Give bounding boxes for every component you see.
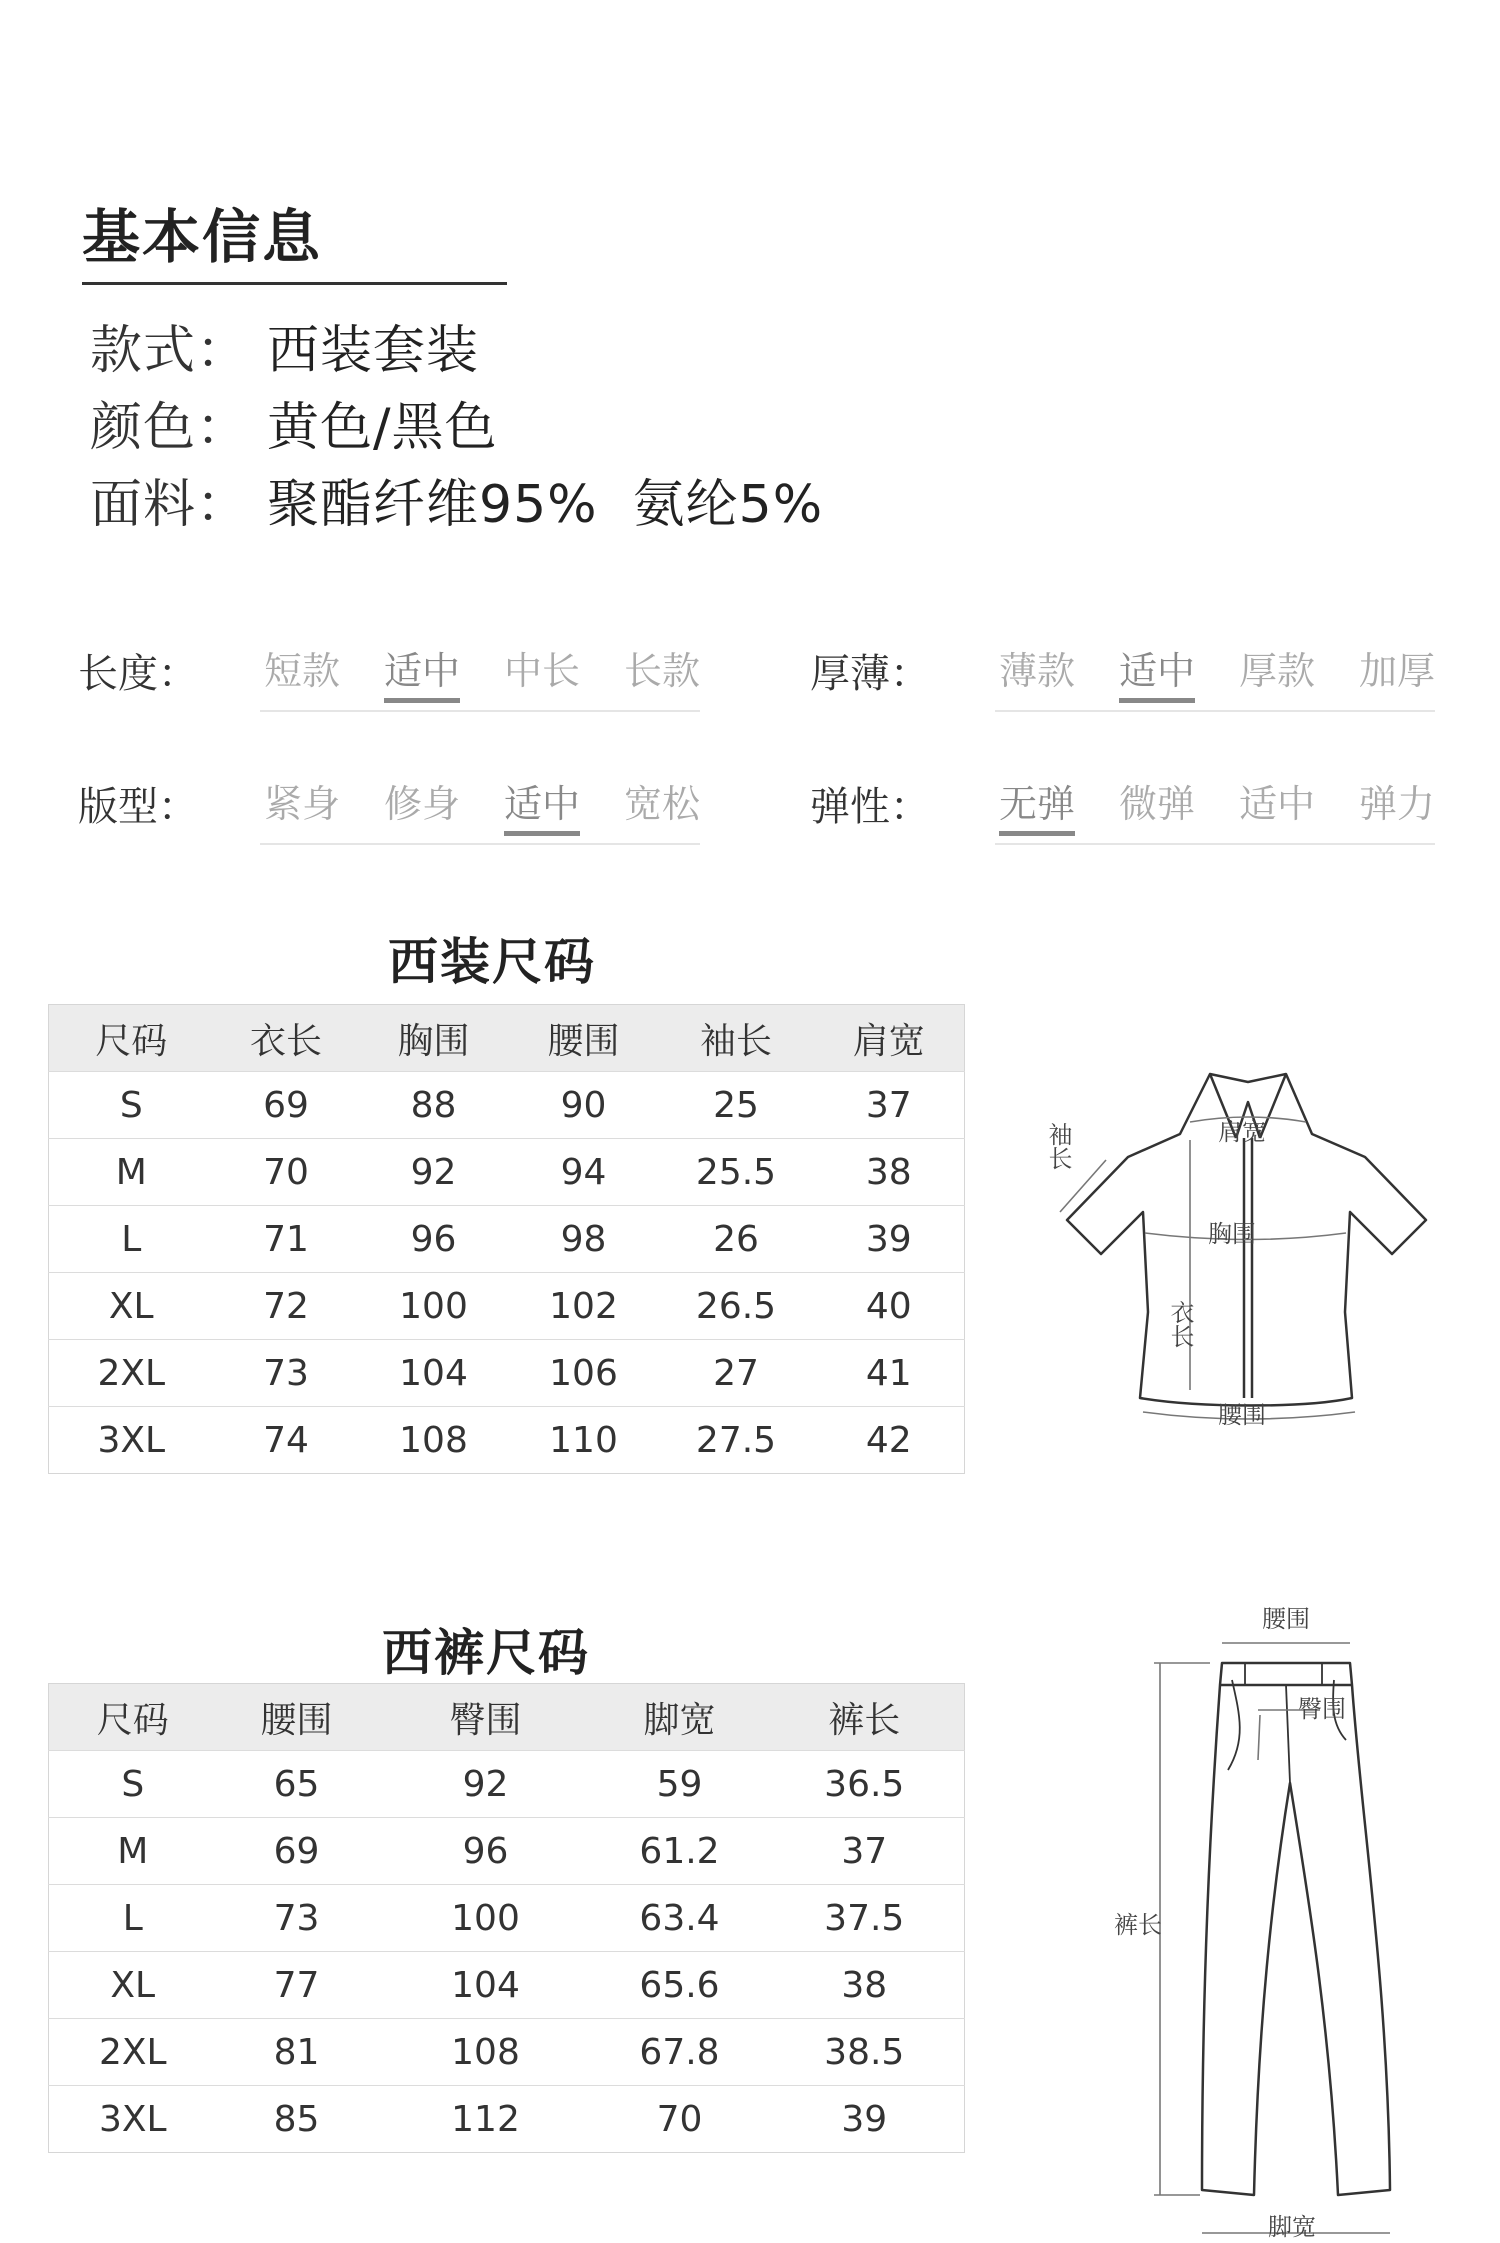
length-option: 短款	[264, 649, 341, 693]
thickness-option: 加厚	[1359, 649, 1436, 693]
header-cell: 衣长	[214, 1005, 359, 1072]
fit-option-selected: 适中	[504, 773, 580, 828]
table-cell: XL	[49, 1952, 217, 2019]
length-option: 中长	[504, 649, 581, 693]
info-value: 西装套装	[267, 321, 480, 381]
table-cell: 3XL	[49, 2086, 217, 2153]
thickness-label: 厚薄：	[810, 651, 930, 697]
elasticity-option: 微弹	[1119, 782, 1196, 826]
header-cell: 袖长	[659, 1005, 814, 1072]
hip-label: 臀围	[1298, 1695, 1346, 1723]
table-cell: 94	[509, 1139, 659, 1206]
header-cell: 腰围	[509, 1005, 659, 1072]
thickness-option: 厚款	[1239, 649, 1316, 693]
table-cell: 36.5	[765, 1751, 965, 1818]
table-cell: 69	[214, 1072, 359, 1139]
table-cell: 42	[814, 1407, 965, 1474]
body-length-label: 衣长	[1166, 1300, 1194, 1348]
table-row	[49, 1818, 965, 1885]
table-cell: 26.5	[659, 1273, 814, 1340]
table-cell: 37.5	[765, 1885, 965, 1952]
table-cell: 65	[217, 1751, 377, 1818]
elasticity-option-selected: 无弹	[999, 773, 1075, 828]
table-header-row	[49, 1005, 965, 1072]
table-cell: 67.8	[595, 2019, 765, 2086]
elasticity-scale	[995, 773, 1435, 845]
table-cell: 38	[814, 1139, 965, 1206]
table-cell: 108	[377, 2019, 595, 2086]
table-cell: 106	[509, 1340, 659, 1407]
table-row	[49, 1206, 965, 1273]
info-value: 黄色/黑色	[267, 398, 498, 458]
thickness-option-selected: 适中	[1119, 640, 1195, 695]
fit-option: 修身	[384, 782, 461, 826]
table-cell: 25	[659, 1072, 814, 1139]
table-cell: 104	[377, 1952, 595, 2019]
table-cell: 61.2	[595, 1818, 765, 1885]
table-cell: 69	[217, 1818, 377, 1885]
table-cell: 96	[377, 1818, 595, 1885]
table-cell: 59	[595, 1751, 765, 1818]
table-row	[49, 1952, 965, 2019]
table-cell: 104	[359, 1340, 509, 1407]
length-option-selected: 适中	[384, 640, 460, 695]
header-cell: 裤长	[765, 1684, 965, 1751]
measure-guides	[1060, 1117, 1355, 1419]
table-cell: XL	[49, 1273, 214, 1340]
table-cell: 73	[214, 1340, 359, 1407]
table-row	[49, 1139, 965, 1206]
elasticity-option: 适中	[1239, 782, 1316, 826]
table-cell: 70	[595, 2086, 765, 2153]
table-cell: 41	[814, 1340, 965, 1407]
table-cell: M	[49, 1818, 217, 1885]
table-row	[49, 2019, 965, 2086]
table-row	[49, 1072, 965, 1139]
table-cell: 2XL	[49, 1340, 214, 1407]
table-cell: 38.5	[765, 2019, 965, 2086]
table-cell: 37	[814, 1072, 965, 1139]
elasticity-option: 弹力	[1359, 782, 1436, 826]
fit-option: 紧身	[264, 782, 341, 826]
waist-label: 腰围	[1262, 1605, 1310, 1633]
table-cell: 74	[214, 1407, 359, 1474]
fit-label: 版型：	[78, 784, 198, 830]
table-cell: 88	[359, 1072, 509, 1139]
pants-outline	[1202, 1663, 1390, 2195]
length-option: 长款	[624, 649, 701, 693]
table-cell: 3XL	[49, 1407, 214, 1474]
table-cell: 92	[359, 1139, 509, 1206]
table-cell: 25.5	[659, 1139, 814, 1206]
table-row	[49, 1751, 965, 1818]
header-cell: 腰围	[217, 1684, 377, 1751]
header-cell: 脚宽	[595, 1684, 765, 1751]
table-cell: 37	[765, 1818, 965, 1885]
pants-measurement-diagram	[1050, 1605, 1450, 2240]
info-row-style	[90, 308, 479, 383]
info-value: 聚酯纤维95% 氨纶5%	[267, 475, 824, 535]
length-label: 长度：	[78, 651, 198, 697]
table-cell: 108	[359, 1407, 509, 1474]
header-cell: 尺码	[49, 1005, 214, 1072]
title-underline	[82, 282, 507, 285]
pants-size-title: 西裤尺码	[382, 1624, 590, 1682]
table-cell: 63.4	[595, 1885, 765, 1952]
info-row-fabric	[90, 462, 823, 537]
suit-size-table	[48, 1004, 965, 1474]
table-cell: 40	[814, 1273, 965, 1340]
table-row	[49, 2086, 965, 2153]
table-header-row	[49, 1684, 965, 1751]
table-cell: 27	[659, 1340, 814, 1407]
shoulder-width-label: 肩宽	[1218, 1118, 1266, 1146]
header-cell: 胸围	[359, 1005, 509, 1072]
info-row-color	[90, 385, 498, 460]
length-scale	[260, 640, 700, 712]
info-label: 款式：	[90, 321, 250, 381]
table-cell: 98	[509, 1206, 659, 1273]
table-cell: 27.5	[659, 1407, 814, 1474]
table-cell: 112	[377, 2086, 595, 2153]
table-cell: 90	[509, 1072, 659, 1139]
table-cell: 102	[509, 1273, 659, 1340]
table-row	[49, 1885, 965, 1952]
shirt-measurement-diagram	[1040, 1050, 1460, 1450]
sleeve-length-label: 袖长	[1044, 1122, 1072, 1170]
table-cell: 70	[214, 1139, 359, 1206]
table-cell: S	[49, 1751, 217, 1818]
pants-size-table	[48, 1683, 965, 2153]
table-cell: 77	[217, 1952, 377, 2019]
table-row	[49, 1340, 965, 1407]
table-cell: 65.6	[595, 1952, 765, 2019]
header-cell: 肩宽	[814, 1005, 965, 1072]
table-cell: 110	[509, 1407, 659, 1474]
table-cell: 92	[377, 1751, 595, 1818]
table-cell: S	[49, 1072, 214, 1139]
waist-label: 腰围	[1218, 1401, 1266, 1429]
suit-size-title: 西装尺码	[388, 933, 596, 991]
info-label: 颜色：	[90, 398, 250, 458]
table-cell: 2XL	[49, 2019, 217, 2086]
table-cell: M	[49, 1139, 214, 1206]
fit-option: 宽松	[624, 782, 701, 826]
table-cell: 71	[214, 1206, 359, 1273]
table-cell: 81	[217, 2019, 377, 2086]
pants-length-label: 裤长	[1114, 1911, 1162, 1939]
table-cell: 39	[765, 2086, 965, 2153]
chest-label: 胸围	[1208, 1220, 1256, 1248]
table-cell: 38	[765, 1952, 965, 2019]
fit-scale	[260, 773, 700, 845]
pants-measure-guides	[1154, 1643, 1390, 2233]
thickness-option: 薄款	[999, 649, 1076, 693]
table-cell: 39	[814, 1206, 965, 1273]
basic-info-title: 基本信息	[82, 203, 323, 271]
table-cell: 96	[359, 1206, 509, 1273]
table-cell: 100	[359, 1273, 509, 1340]
table-cell: 26	[659, 1206, 814, 1273]
table-cell: 100	[377, 1885, 595, 1952]
leg-opening-label: 脚宽	[1268, 2213, 1316, 2241]
elasticity-label: 弹性：	[810, 784, 930, 830]
header-cell: 尺码	[49, 1684, 217, 1751]
table-cell: L	[49, 1206, 214, 1273]
table-row	[49, 1407, 965, 1474]
table-row	[49, 1273, 965, 1340]
table-cell: 73	[217, 1885, 377, 1952]
table-cell: L	[49, 1885, 217, 1952]
info-label: 面料：	[90, 475, 250, 535]
header-cell: 臀围	[377, 1684, 595, 1751]
thickness-scale	[995, 640, 1435, 712]
table-cell: 85	[217, 2086, 377, 2153]
table-cell: 72	[214, 1273, 359, 1340]
